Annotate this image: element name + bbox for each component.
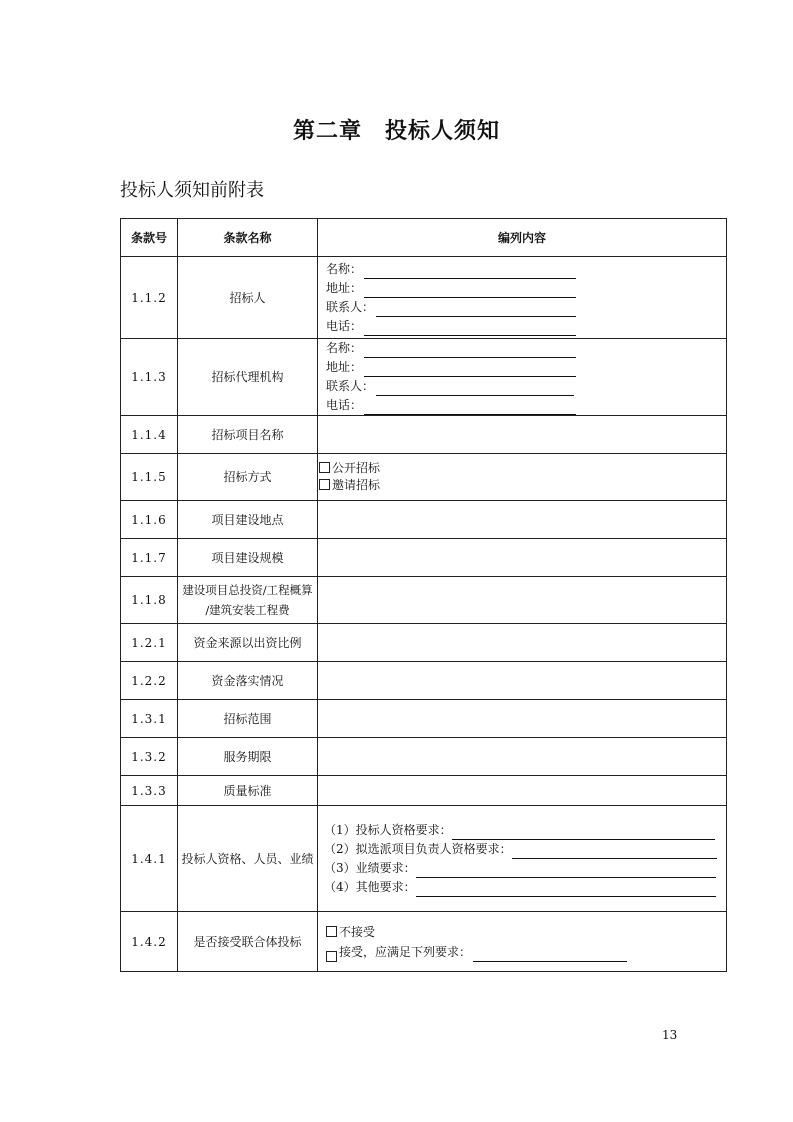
- requirement-field[interactable]: [318, 878, 726, 897]
- clause-no: 1.1.2: [121, 257, 178, 339]
- clause-content: [318, 339, 727, 416]
- header-clause-no: 条款号: [121, 219, 178, 257]
- table-row: [121, 454, 727, 501]
- table-row: [121, 662, 727, 700]
- clause-content: [318, 454, 727, 501]
- clause-no: 1.3.3: [121, 776, 178, 806]
- checkbox-icon[interactable]: [319, 462, 330, 473]
- table-row: [121, 501, 727, 539]
- requirement-label: （2）拟选派项目负责人资格要求：: [324, 841, 512, 856]
- clause-no: 1.1.4: [121, 416, 178, 454]
- clause-content: [318, 806, 727, 912]
- option-label: 接受，应满足下列要求：: [339, 944, 472, 959]
- clause-no: 1.3.2: [121, 738, 178, 776]
- clause-name: 招标项目名称: [178, 416, 318, 454]
- fill-in-field[interactable]: [326, 358, 726, 377]
- clause-no: 1.1.5: [121, 454, 178, 501]
- requirement-label: （4）其他要求：: [324, 879, 416, 894]
- checkbox-option[interactable]: [319, 460, 726, 477]
- clause-name: 投标人资格、人员、业绩: [178, 806, 318, 912]
- clause-content[interactable]: [318, 776, 727, 806]
- clause-no: 1.3.1: [121, 700, 178, 738]
- option-label: 邀请招标: [332, 478, 381, 492]
- clause-name-line: /建筑安装工程费: [205, 603, 290, 617]
- requirement-field[interactable]: [318, 859, 726, 878]
- checkbox-option[interactable]: [326, 942, 726, 962]
- clause-no: 1.1.7: [121, 539, 178, 577]
- header-content: 编列内容: [318, 219, 727, 257]
- requirement-field[interactable]: [318, 840, 726, 859]
- clause-name: 招标范围: [178, 700, 318, 738]
- clause-name: 资金落实情况: [178, 662, 318, 700]
- checkbox-icon[interactable]: [326, 926, 337, 937]
- table-row: [121, 738, 727, 776]
- clause-no: 1.2.2: [121, 662, 178, 700]
- clause-name: [178, 577, 318, 624]
- fill-in-field[interactable]: [326, 377, 726, 396]
- checkbox-icon[interactable]: [326, 951, 337, 962]
- table-row: [121, 339, 727, 416]
- appendix-table: [120, 218, 727, 972]
- field-label: 地址：: [326, 280, 363, 295]
- clause-no: 1.1.8: [121, 577, 178, 624]
- fill-in-field[interactable]: [326, 339, 726, 358]
- table-row: [121, 776, 727, 806]
- field-label: 联系人：: [326, 379, 375, 393]
- table-header-row: [121, 219, 727, 257]
- table-row: [121, 577, 727, 624]
- clause-content: [318, 257, 727, 339]
- requirement-label: （3）业绩要求：: [324, 860, 416, 875]
- field-label: 电话：: [326, 398, 363, 412]
- clause-no: 1.4.2: [121, 912, 178, 972]
- table-row: [121, 416, 727, 454]
- clause-name: 项目建设规模: [178, 539, 318, 577]
- fill-in-field[interactable]: [326, 279, 726, 298]
- table-row: [121, 912, 727, 972]
- field-label: 名称：: [326, 341, 363, 355]
- fill-in-field[interactable]: [326, 298, 726, 317]
- clause-name: 项目建设地点: [178, 501, 318, 539]
- clause-content[interactable]: [318, 539, 727, 577]
- clause-no: 1.1.6: [121, 501, 178, 539]
- chapter-title: 第二章 投标人须知: [292, 119, 500, 144]
- requirement-label: （1）投标人资格要求：: [324, 822, 452, 837]
- clause-content[interactable]: [318, 738, 727, 776]
- table-row: [121, 806, 727, 912]
- checkbox-option[interactable]: [319, 477, 726, 494]
- field-label: 名称：: [326, 261, 363, 276]
- table-row: [121, 257, 727, 339]
- clause-name: 招标方式: [178, 454, 318, 501]
- checkbox-icon[interactable]: [319, 479, 330, 490]
- table-row: [121, 624, 727, 662]
- fill-in-field[interactable]: [326, 260, 726, 279]
- clause-content: [318, 912, 727, 972]
- clause-name: 质量标准: [178, 776, 318, 806]
- checkbox-option[interactable]: [326, 922, 726, 942]
- clause-no: 1.4.1: [121, 806, 178, 912]
- field-label: 联系人：: [326, 299, 375, 314]
- clause-name: 招标人: [178, 257, 318, 339]
- page-number: 13: [662, 1028, 678, 1042]
- clause-content[interactable]: [318, 577, 727, 624]
- table-row: [121, 539, 727, 577]
- requirement-field[interactable]: [318, 821, 726, 840]
- option-label: 公开招标: [332, 461, 381, 475]
- clause-content[interactable]: [318, 700, 727, 738]
- clause-name: 招标代理机构: [178, 339, 318, 416]
- clause-no: 1.2.1: [121, 624, 178, 662]
- clause-content[interactable]: [318, 501, 727, 539]
- clause-no: 1.1.3: [121, 339, 178, 416]
- clause-content[interactable]: [318, 662, 727, 700]
- header-clause-name: 条款名称: [178, 219, 318, 257]
- fill-in-field[interactable]: [326, 396, 726, 415]
- clause-name: 服务期限: [178, 738, 318, 776]
- table-row: [121, 700, 727, 738]
- clause-name: 是否接受联合体投标: [178, 912, 318, 972]
- clause-content[interactable]: [318, 624, 727, 662]
- clause-content[interactable]: [318, 416, 727, 454]
- clause-name-line: 建设项目总投资/工程概算: [182, 583, 313, 597]
- field-label: 电话：: [326, 318, 363, 333]
- clause-name: 资金来源以出资比例: [178, 624, 318, 662]
- fill-in-field[interactable]: [326, 317, 726, 336]
- option-label: 不接受: [339, 924, 376, 939]
- section-title: 投标人须知前附表: [120, 180, 264, 201]
- field-label: 地址：: [326, 360, 363, 374]
